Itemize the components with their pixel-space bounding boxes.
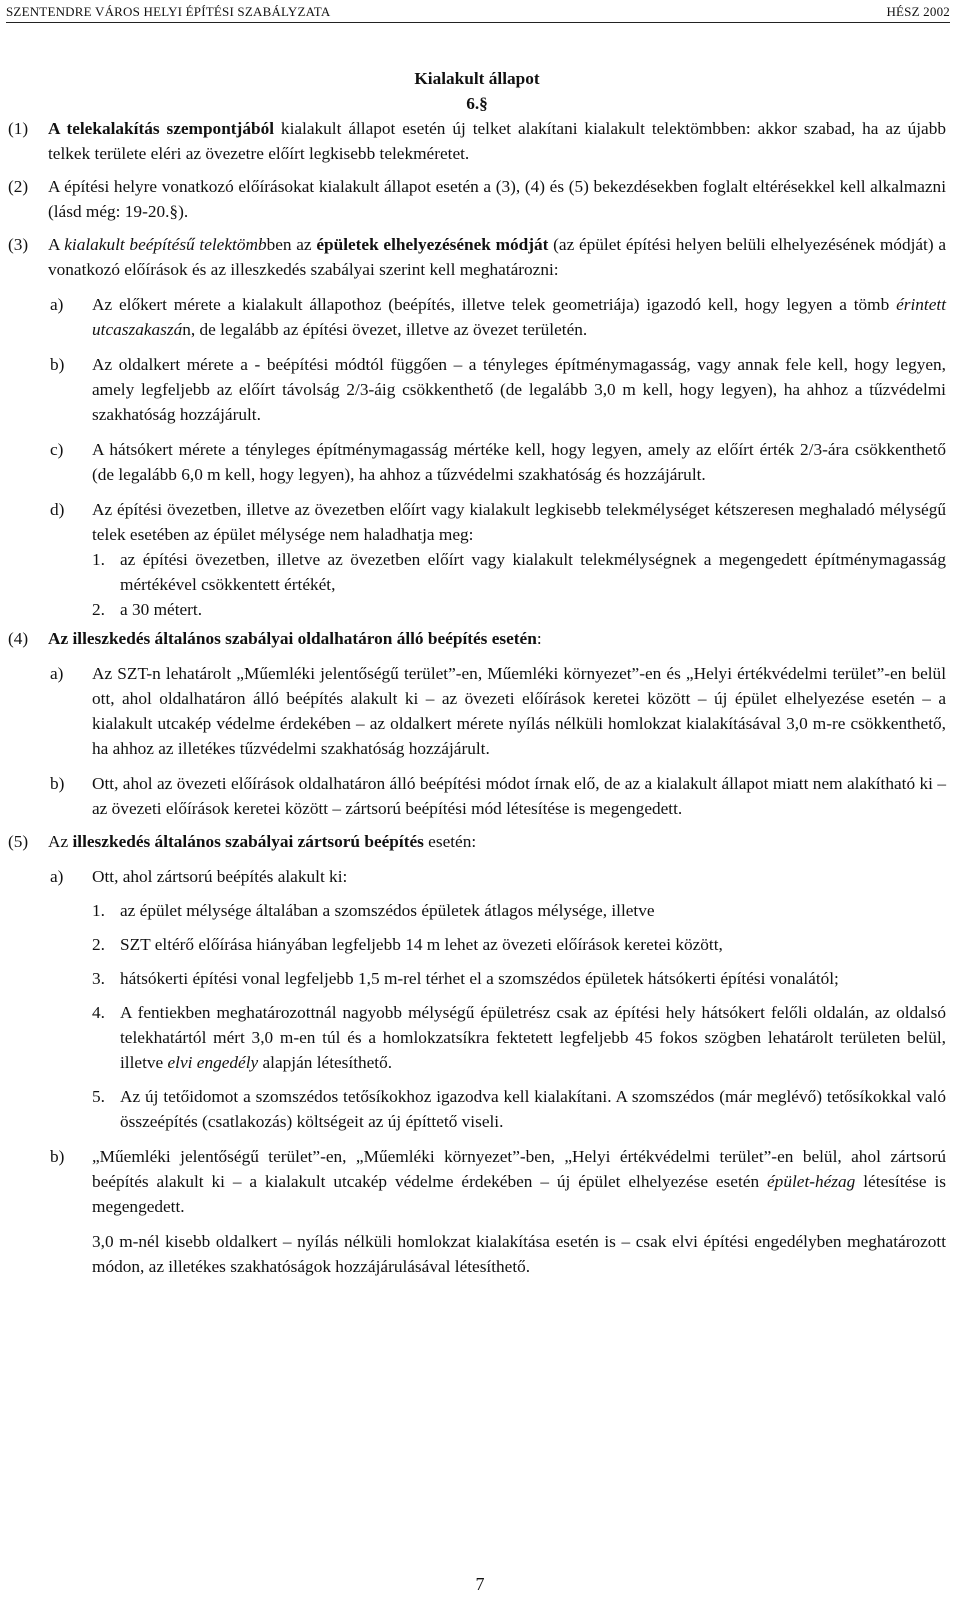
paragraph-italic: kialakult beépítésű telektömb <box>64 235 267 254</box>
list-item <box>8 898 946 923</box>
subpoint-label: b) <box>50 774 65 793</box>
list-item <box>8 597 946 622</box>
paragraph-4 <box>8 626 946 651</box>
list-item-text: alapján létesíthető. <box>258 1053 393 1072</box>
list-item-text: az építési övezetben, illetve az övezetben előírt vagy kialakult telekmélységnek a megengedett építménymagasság mértékével csökkentett értékét, <box>120 550 946 594</box>
page-number: 7 <box>475 1574 485 1594</box>
header-code: HÉSZ 2002 <box>886 4 950 19</box>
list-item-text: hátsókerti építési vonal legfeljebb 1,5 m-rel térhet el a szomszédos épületek hátsókerti építési vonalától; <box>120 969 839 988</box>
paragraph-number: (2) <box>8 177 29 196</box>
paragraph-text: A <box>48 235 65 254</box>
paragraph-bold: illeszkedés általános szabályai zártsorú beépítés <box>72 832 424 851</box>
page-header <box>6 0 950 23</box>
list-item <box>8 1000 946 1075</box>
subpoint-text: Ott, ahol az övezeti előírások oldalhatáron álló beépítési módot írnak elő, de az a kialakult állapot miatt nem alakítható ki – az övezeti előírások keretei között – zártsorú beépítési mód létesítése is megengedett. <box>92 774 946 818</box>
paragraph-text: ben az <box>266 235 317 254</box>
document-body <box>8 66 946 1279</box>
subpoint-label: b) <box>50 355 65 374</box>
subpoint-3d <box>8 497 946 547</box>
subpoint-label: a) <box>50 664 64 683</box>
paragraph-1 <box>8 116 946 166</box>
paragraph-bold: A telekalakítás szempontjából <box>48 119 275 138</box>
subpoint-text: Az oldalkert mérete a - beépítési módtól függően – a tényleges építménymagasság, vagy annak fele kell, hogy legyen, amely legfeljebb az előírt távolság 2/3-áig csökkenthető (de legalább 3,0 m kell, hogy legyen), ha ahhoz a tűzvédelmi szakhatóság hozzájárult. <box>92 355 946 424</box>
paragraph-number: (1) <box>8 119 29 138</box>
header-title: SZENTENDRE VÁROS HELYI ÉPÍTÉSI SZABÁLYZATA <box>6 4 331 19</box>
paragraph-bold: Az illeszkedés általános szabályai oldalhatáron álló beépítés esetén <box>48 629 537 648</box>
subpoint-text: „Műemléki jelentőségű terület”-en, „Műemléki környezet”-ben, „Helyi értékvédelmi terület”-en belül, ahol zártsorú beépítés alakult ki – a kialakult utcakép védelme érdekében – új épület elhelyezése esetén <box>92 1147 946 1191</box>
section-title: Kialakult állapot <box>414 69 540 88</box>
closing-paragraph: 3,0 m-nél kisebb oldalkert – nyílás nélküli homlokzat kialakítása esetén is – csak elvi építési engedélyben meghatározott módon, az illetékes szakhatóságok hozzájárulásával létesíthető. <box>92 1232 946 1276</box>
paragraph-bold: épületek elhelyezésének módját <box>316 235 549 254</box>
subpoint-3a <box>8 292 946 342</box>
subpoint-text: Az építési övezetben, illetve az övezetben előírt vagy kialakult legkisebb telekmélységet kétszeresen meghaladó mélységű telek esetében az épület mélysége nem haladhatja meg: <box>92 500 946 544</box>
paragraph-2 <box>8 174 946 224</box>
subpoint-5a <box>8 864 946 889</box>
list-item-number: 3. <box>92 969 105 988</box>
list-item <box>8 966 946 991</box>
subpoint-text: Az SZT-n lehatárolt „Műemléki jelentőségű terület”-en, Műemléki környezet”-en és „Helyi értékvédelmi terület”-en belül ott, ahol oldalhatáron álló beépítés alakult ki – az övezeti előírások keretei között – új épület elhelyezése esetén – a kialakult utcakép védelme érdekében – az oldalkert mérete nyílás nélküli homlokzat kialakításával 3,0 m-re csökkenthető, ha ahhoz az illetékes tűzvédelmi szakhatóság hozzájárult. <box>92 664 946 758</box>
subpoint-text: Az előkert mérete a kialakult állapothoz (beépítés, illetve telek geometriája) igazodó kell, hogy legyen a tömb <box>92 295 897 314</box>
list-item <box>8 932 946 957</box>
list-item-text: SZT eltérő előírása hiányában legfeljebb 14 m lehet az övezeti előírások keretei között, <box>120 935 723 954</box>
list-item-italic: elvi engedély <box>167 1053 259 1072</box>
subpoint-italic: épület-hézag <box>767 1172 856 1191</box>
subpoint-label: b) <box>50 1147 65 1166</box>
subpoint-4a <box>8 661 946 761</box>
subpoint-label: a) <box>50 295 64 314</box>
paragraph-text: : <box>536 629 542 648</box>
list-item-number: 4. <box>92 1003 105 1022</box>
paragraph-text: (az épület építési helyen belüli elhelyezésének módját) a vonatkozó előírások és az illeszkedés szabályai szerint kell meghatározni: <box>48 235 946 279</box>
paragraph-number: (4) <box>8 629 29 648</box>
paragraph-number: (5) <box>8 832 29 851</box>
paragraph-text: A építési helyre vonatkozó előírásokat kialakult állapot esetén a (3), (4) és (5) bekezdésekben foglalt eltérésekkel kell alkalmazni (lásd még: 19-20.§). <box>48 177 946 221</box>
section-number: 6.§ <box>466 94 488 113</box>
paragraph-text: Az <box>48 832 73 851</box>
list-item-number: 2. <box>92 935 105 954</box>
list-item-text: A fentiekben meghatározottnál nagyobb mélységű épületrész csak az építési hely hátsókert felőli oldalán, az oldalsó telekhatártól mért 3,0 m-en túl és a homlokzatsíkra fektetett legfeljebb 45 fokos szögben lehatárolt területen belül, illetve <box>120 1003 946 1072</box>
list-item <box>8 1084 946 1134</box>
subpoint-5b <box>8 1144 946 1219</box>
list-item-text: az épület mélysége általában a szomszédos épületek átlagos mélysége, illetve <box>120 901 655 920</box>
list-item-text: Az új tetőidomot a szomszédos tetősíkokhoz igazodva kell kialakítani. A szomszédos (már meglévő) tetősíkokkal való összeépítés (csatlakozás) költségeit az új építtető viseli. <box>120 1087 946 1131</box>
subpoint-4b <box>8 771 946 821</box>
subpoint-text: létesítése is megengedett. <box>92 1172 946 1216</box>
subpoint-label: d) <box>50 500 65 519</box>
list-item <box>8 547 946 597</box>
subpoint-text: A hátsókert mérete a tényleges építménymagasság mértéke kell, hogy legyen, amely az előírt érték 2/3-ára csökkenthető (de legalább 6,0 m kell, hogy legyen), ha ahhoz a tűzvédelmi szakhatóság és hozzájárult. <box>92 440 946 484</box>
subpoint-3b <box>8 352 946 427</box>
list-item-number: 2. <box>92 600 105 619</box>
list-item-number: 1. <box>92 901 105 920</box>
list-item-number: 5. <box>92 1087 105 1106</box>
paragraph-5 <box>8 829 946 854</box>
subpoint-3c <box>8 437 946 487</box>
paragraph-text: esetén: <box>423 832 477 851</box>
paragraph-text: kialakult állapot esetén új telket alakítani kialakult telektömbben: akkor szabad, ha az újabb telkek területe eléri az övezetre előírt legkisebb telekméretet. <box>48 119 946 163</box>
subpoint-italic: érintett utcaszakaszá <box>92 295 946 339</box>
subpoint-label: c) <box>50 440 64 459</box>
list-item-number: 1. <box>92 550 105 569</box>
subpoint-text: Ott, ahol zártsorú beépítés alakult ki: <box>92 867 348 886</box>
list-item-text: a 30 métert. <box>120 600 203 619</box>
paragraph-3 <box>8 232 946 282</box>
subpoint-label: a) <box>50 867 64 886</box>
subpoint-text: n, de legalább az építési övezet, illetve az övezet területén. <box>182 320 588 339</box>
paragraph-number: (3) <box>8 235 29 254</box>
